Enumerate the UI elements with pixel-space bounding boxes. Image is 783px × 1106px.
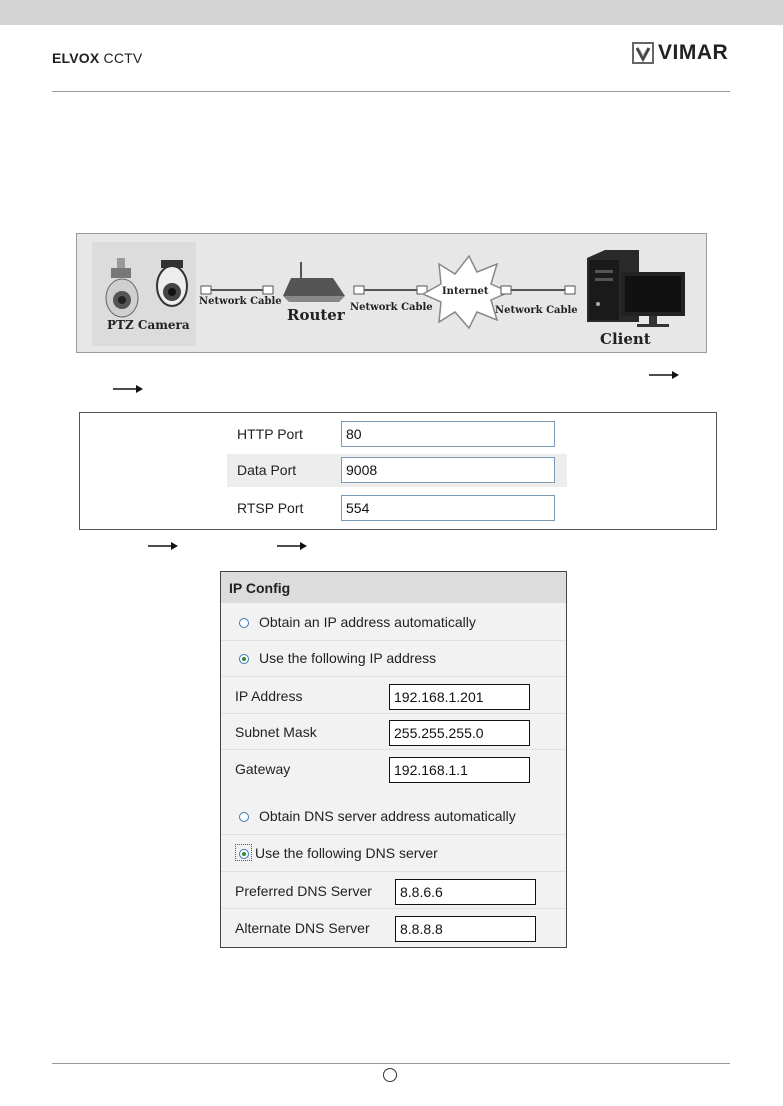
- alternate-dns-input[interactable]: 8.8.8.8: [395, 916, 536, 942]
- network-cable-icon-3: [501, 286, 575, 294]
- top-bar: [0, 0, 783, 25]
- elvox-cctv-logo: [52, 50, 142, 66]
- subnet-mask-row: [221, 714, 566, 750]
- router-icon: [283, 262, 345, 302]
- camera-label: PTZ Camera: [107, 318, 190, 332]
- brand-vimar: VIMAR: [658, 41, 729, 64]
- network-diagram: [76, 233, 707, 353]
- ip-address-input[interactable]: 192.168.1.201: [389, 684, 530, 710]
- http-port-row: [227, 418, 567, 451]
- http-port-input[interactable]: 80: [341, 421, 555, 447]
- http-port-label: HTTP Port: [237, 426, 303, 442]
- footer-divider: [52, 1063, 730, 1064]
- cable-label-1: Network Cable: [199, 296, 282, 307]
- auto-dns-label: Obtain DNS server address automatically: [259, 808, 516, 824]
- manual-ip-radio[interactable]: [239, 654, 249, 664]
- manual-ip-row[interactable]: [221, 641, 566, 677]
- ip-address-row: [221, 678, 566, 714]
- arrow-right-icon: [648, 369, 680, 381]
- cable-label-3: Network Cable: [495, 305, 578, 316]
- manual-dns-label: Use the following DNS server: [255, 845, 438, 861]
- router-label: Router: [287, 306, 345, 324]
- manual-dns-radio[interactable]: [239, 849, 249, 859]
- ptz-camera-icon-1: [106, 258, 138, 317]
- vimar-logo: [632, 41, 728, 65]
- ip-config-title: IP Config: [221, 572, 566, 603]
- network-cable-icon-2: [354, 286, 427, 294]
- auto-dns-radio[interactable]: [239, 812, 249, 822]
- data-port-label: Data Port: [237, 462, 297, 478]
- preferred-dns-row: [221, 873, 566, 909]
- cable-label-2: Network Cable: [350, 302, 433, 313]
- alternate-dns-row: [221, 910, 566, 946]
- rtsp-port-row: [227, 492, 567, 525]
- ip-config-panel: [220, 571, 567, 948]
- brand-elvox: ELVOX: [52, 50, 100, 66]
- ptz-camera-icon-2: [157, 260, 187, 306]
- data-port-row: [227, 454, 567, 487]
- rtsp-port-input[interactable]: 554: [341, 495, 555, 521]
- arrow-right-icon: [276, 540, 308, 552]
- preferred-dns-label: Preferred DNS Server: [235, 883, 372, 899]
- brand-cctv: CCTV: [103, 50, 143, 66]
- arrow-right-icon: [112, 383, 144, 395]
- page-number-circle: [383, 1068, 397, 1082]
- subnet-mask-label: Subnet Mask: [235, 724, 317, 740]
- auto-ip-radio[interactable]: [239, 618, 249, 628]
- manual-dns-row[interactable]: [221, 836, 566, 872]
- arrow-right-icon: [147, 540, 179, 552]
- vimar-mark-icon: [632, 42, 654, 64]
- header-divider: [52, 91, 730, 92]
- preferred-dns-input[interactable]: 8.8.6.6: [395, 879, 536, 905]
- client-computer-icon: [587, 250, 685, 327]
- auto-ip-label: Obtain an IP address automatically: [259, 614, 476, 630]
- network-cable-icon-1: [201, 286, 273, 294]
- auto-dns-row[interactable]: [221, 799, 566, 835]
- gateway-label: Gateway: [235, 761, 291, 777]
- internet-label: Internet: [442, 286, 489, 297]
- auto-ip-row[interactable]: [221, 605, 566, 641]
- port-settings-panel: [79, 412, 717, 530]
- ip-address-label: IP Address: [235, 688, 303, 704]
- alternate-dns-label: Alternate DNS Server: [235, 920, 370, 936]
- client-label: Client: [600, 330, 651, 348]
- gateway-input[interactable]: 192.168.1.1: [389, 757, 530, 783]
- gateway-row: [221, 751, 566, 787]
- subnet-mask-input[interactable]: 255.255.255.0: [389, 720, 530, 746]
- rtsp-port-label: RTSP Port: [237, 500, 304, 516]
- manual-ip-label: Use the following IP address: [259, 650, 437, 666]
- data-port-input[interactable]: 9008: [341, 457, 555, 483]
